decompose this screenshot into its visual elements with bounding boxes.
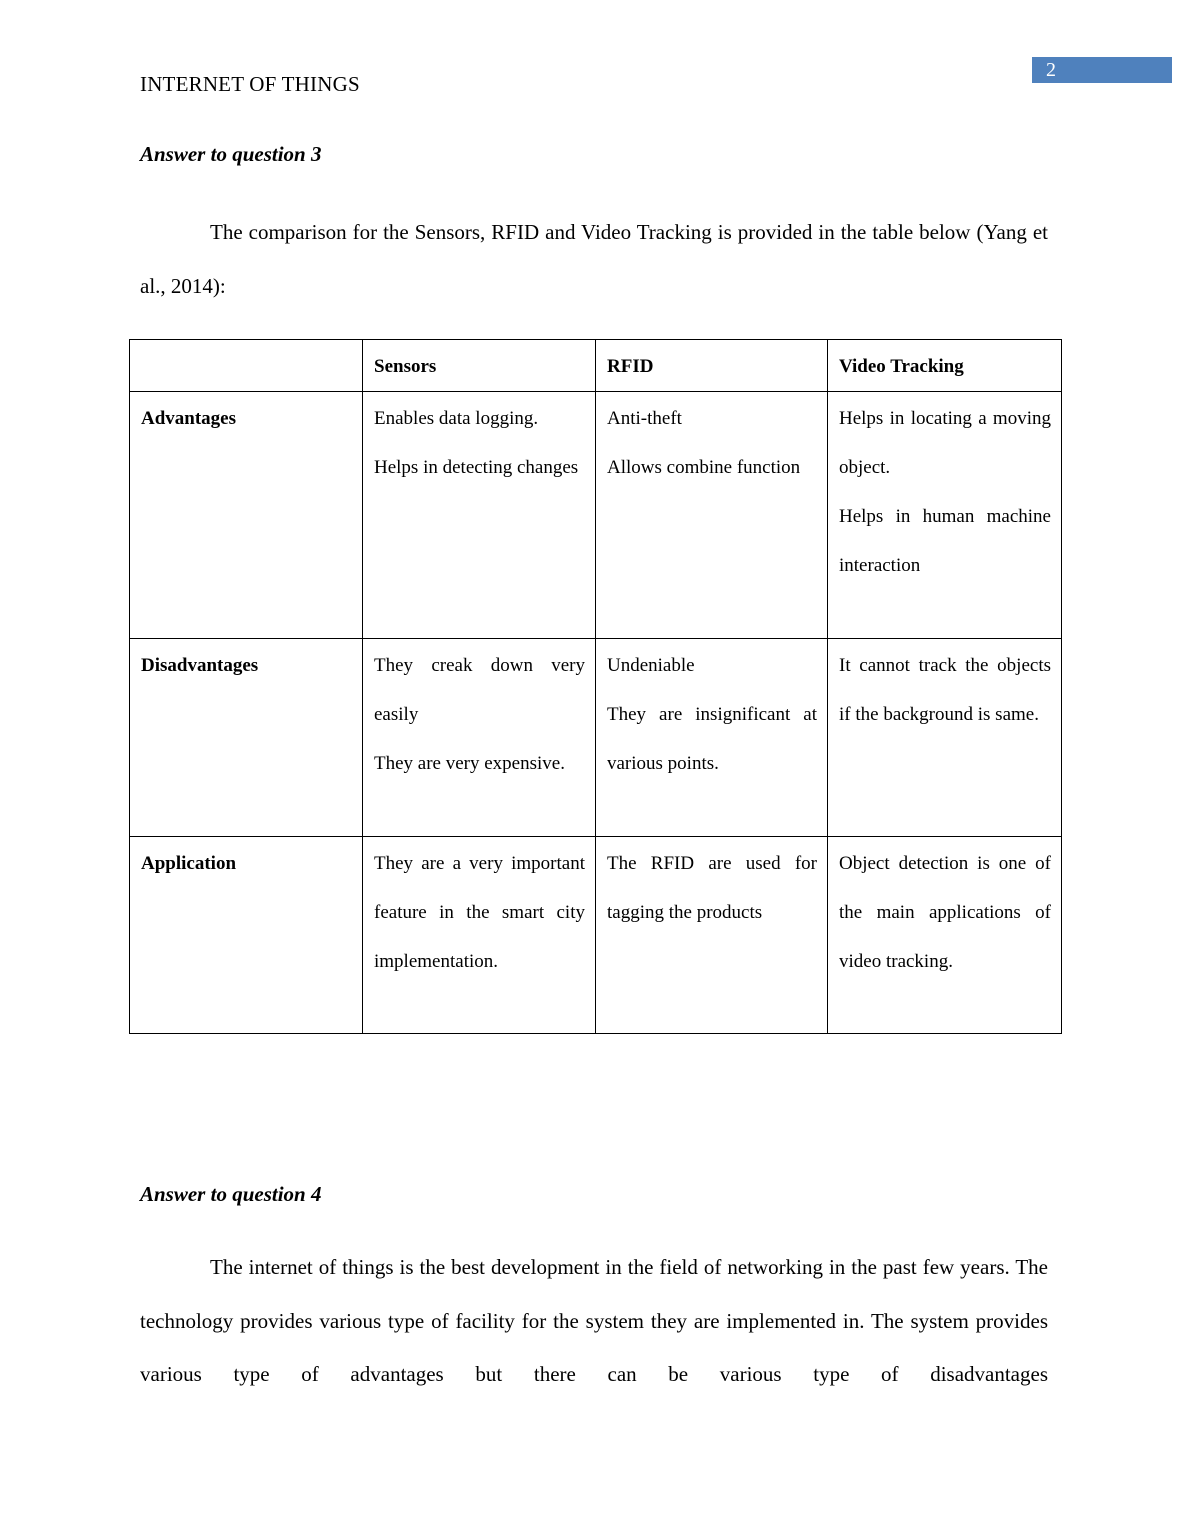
cell-line: Allows combine function — [607, 457, 801, 478]
cell-line: Object detection is one of the main applications of video tracking. — [839, 853, 1051, 972]
table-header-cell: RFID — [596, 340, 828, 392]
table-cell — [596, 639, 828, 837]
table-header-cell — [130, 340, 363, 392]
table-cell — [363, 639, 596, 837]
running-head: INTERNET OF THINGS — [140, 72, 360, 96]
cell-line: The RFID are used for tagging the products — [607, 853, 817, 923]
cell-line: They are a very important feature in the smart city implementation. — [374, 853, 585, 972]
row-label: Disadvantages — [130, 639, 363, 837]
cell-line: They creak down very easily — [374, 655, 585, 725]
comparison-table — [129, 339, 1062, 1034]
cell-line: Helps in human machine interaction — [839, 506, 1051, 576]
table-row — [130, 639, 1062, 837]
cell-line: They are insignificant at various points. — [607, 704, 817, 774]
table-cell — [596, 837, 828, 1034]
table-header-cell: Video Tracking — [828, 340, 1062, 392]
row-label: Application — [130, 837, 363, 1034]
cell-line: They are very expensive. — [374, 753, 565, 774]
table-cell — [828, 837, 1062, 1034]
cell-line: Anti-theft — [607, 408, 682, 429]
section-heading-q3: Answer to question 3 — [140, 142, 322, 166]
row-label: Advantages — [130, 392, 363, 639]
table-row — [130, 392, 1062, 639]
cell-line: Helps in locating a moving object. — [839, 408, 1051, 478]
cell-line: Undeniable — [607, 655, 695, 676]
table-header-cell: Sensors — [363, 340, 596, 392]
table-cell — [363, 392, 596, 639]
table-cell — [828, 392, 1062, 639]
cell-line: It cannot track the objects if the background is same. — [839, 655, 1051, 725]
page-number: 2 — [1032, 57, 1172, 83]
table-cell — [596, 392, 828, 639]
table-row — [130, 837, 1062, 1034]
table-header-row — [130, 340, 1062, 392]
paragraph-q3: The comparison for the Sensors, RFID and Video Tracking is provided in the table below (Yang et al., 2014): — [140, 220, 1048, 298]
cell-line: Helps in detecting changes — [374, 457, 579, 478]
table-cell — [363, 837, 596, 1034]
table-cell — [828, 639, 1062, 837]
section-heading-q4: Answer to question 4 — [140, 1182, 322, 1206]
paragraph-q4: The internet of things is the best development in the field of networking in the past few years. The technology provides various type of facility for the system they are implemented in. The system provides various type of advantages but there can be various type of disadvantages — [140, 1255, 1048, 1386]
cell-line: Enables data logging. — [374, 408, 539, 429]
